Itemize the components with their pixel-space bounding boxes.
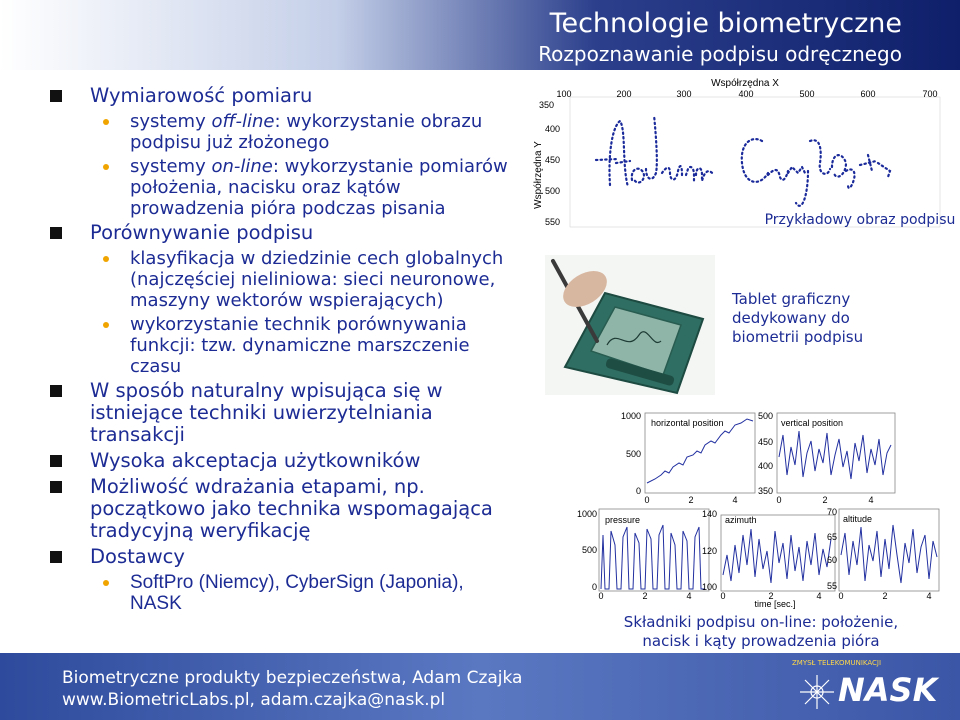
x-tick-label: 500 (799, 89, 815, 99)
square-bullet-icon (50, 551, 62, 563)
signature-image-plot (530, 75, 955, 235)
x-tick-label: 4 (686, 591, 692, 601)
x-tick-label: 2 (688, 495, 694, 505)
slide-subtitle: Rozpoznawanie podpisu odręcznego (538, 42, 902, 66)
square-bullet-icon (50, 90, 62, 102)
tablet-caption: Tablet graficzny dedykowany do biometrii podpisu (732, 290, 864, 346)
y-tick-label: 140 (701, 509, 717, 519)
y-tick-label: 450 (757, 437, 773, 447)
slide-title: Technologie biometryczne (549, 8, 902, 39)
x-tick-label: 300 (676, 89, 692, 99)
y-tick-label: 350 (757, 486, 773, 496)
dot-bullet-icon (103, 119, 109, 125)
sub-bullet-offline: systemy off-line: wykorzystanie obrazu podpisu już złożonego (50, 111, 520, 153)
x-tick-label: 4 (732, 495, 738, 505)
x-tick-label: 2 (822, 495, 828, 505)
dot-bullet-icon (103, 580, 109, 586)
sub-bullet-classification: klasyfikacja w dziedzinie cech globalnych (najczęściej nieliniowa: sieci neuronowe, maszyny wektorów wspierających) (50, 248, 520, 311)
x-tick-label: 0 (644, 495, 650, 505)
nask-logo-icon (798, 673, 836, 711)
y-tick-label: 500 (757, 411, 773, 421)
y-axis-label: Współrzędna Y (533, 141, 544, 209)
bullet-transactions: W sposób naturalny wpisująca się w istniejące techniki uwierzytelniania transakcji (50, 380, 520, 446)
footer-contact: www.BiometricLabs.pl, adam.czajka@nask.pl (62, 690, 446, 710)
footer-bar (0, 653, 960, 720)
bullet-list (50, 85, 520, 617)
bullet-deployment: Możliwość wdrażania etapami, np. początkowo jako technika wspomagająca tradycyjną weryfikację (50, 476, 520, 542)
y-tick-label: 55 (826, 581, 837, 591)
altitude-plot-title: altitude (843, 514, 873, 524)
x-tick-label: 400 (738, 89, 754, 99)
y-tick-label: 0 (591, 582, 597, 592)
bullet-comparison: Porównywanie podpisu (50, 222, 520, 244)
square-bullet-icon (50, 385, 62, 397)
footer-author: Biometryczne produkty bezpieczeństwa, Adam Czajka (62, 668, 523, 688)
y-tick-label: 400 (757, 461, 773, 471)
x-tick-label: 2 (882, 591, 888, 601)
y-tick-label: 70 (826, 507, 837, 517)
y-tick-label: 450 (544, 155, 560, 165)
y-tick-label: 60 (826, 555, 837, 565)
azimuth-plot-title: azimuth (725, 515, 757, 525)
x-tick-label: 100 (556, 89, 572, 99)
y-tick-label: 0 (635, 486, 641, 496)
square-bullet-icon (50, 481, 62, 493)
nask-logo-text: NASK (838, 671, 938, 709)
dot-bullet-icon (103, 256, 109, 262)
x-tick-label: 4 (868, 495, 874, 505)
x-tick-label: 0 (838, 591, 844, 601)
bullet-vendors: Dostawcy (50, 546, 520, 568)
signal-plots (575, 405, 945, 610)
logo-tagline: ZMYSŁ TELEKOMUNIKACJI (792, 659, 882, 667)
sub-bullet-vendor-list: SoftPro (Niemcy), CyberSign (Japonia), NASK (50, 572, 520, 614)
y-tick-label: 1000 (576, 509, 597, 519)
x-tick-label: 0 (598, 591, 604, 601)
x-axis-label: Współrzędna X (711, 78, 779, 89)
x-tick-label: 2 (642, 591, 648, 601)
x-tick-label: 4 (926, 591, 932, 601)
y-tick-label: 350 (538, 100, 554, 110)
y-tick-label: 550 (544, 217, 560, 227)
y-tick-label: 500 (544, 186, 560, 196)
y-tick-label: 500 (581, 545, 597, 555)
y-tick-label: 1000 (620, 411, 641, 421)
y-tick-label: 400 (544, 124, 560, 134)
y-tick-label: 120 (701, 546, 717, 556)
y-tick-label: 65 (826, 532, 837, 542)
square-bullet-icon (50, 227, 62, 239)
x-tick-label: 2 (768, 591, 774, 601)
signal-plots-caption: Składniki podpisu on-line: położenie, nacisk i kąty prowadzenia pióra (623, 613, 899, 650)
signature-image-caption: Przykładowy obraz podpisu (764, 212, 955, 228)
x-tick-label: 600 (860, 89, 876, 99)
dot-bullet-icon (103, 322, 109, 328)
sub-bullet-online: systemy on-line: wykorzystanie pomiarów położenia, nacisku oraz kątów prowadzenia pióra podczas pisania (50, 156, 520, 219)
sub-bullet-dtw: wykorzystanie technik porównywania funkcji: tzw. dynamiczne marszczenie czasu (50, 314, 520, 377)
x-tick-label: 0 (776, 495, 782, 505)
square-bullet-icon (50, 455, 62, 467)
header-bar (0, 0, 960, 70)
time-axis-label: time [sec.] (754, 599, 796, 609)
x-tick-label: 0 (720, 591, 726, 601)
horizontal-plot-title: horizontal position (651, 418, 724, 428)
x-tick-label: 200 (616, 89, 632, 99)
vertical-plot-title: vertical position (781, 418, 844, 428)
tablet-photo (545, 255, 715, 395)
x-tick-label: 700 (922, 89, 938, 99)
pressure-plot-title: pressure (605, 515, 641, 525)
bullet-acceptance: Wysoka akceptacja użytkowników (50, 450, 520, 472)
y-tick-label: 100 (701, 582, 717, 592)
x-tick-label: 4 (816, 591, 822, 601)
dot-bullet-icon (103, 164, 109, 170)
y-tick-label: 500 (625, 449, 641, 459)
bullet-dimensionality: Wymiarowość pomiaru (50, 85, 520, 107)
